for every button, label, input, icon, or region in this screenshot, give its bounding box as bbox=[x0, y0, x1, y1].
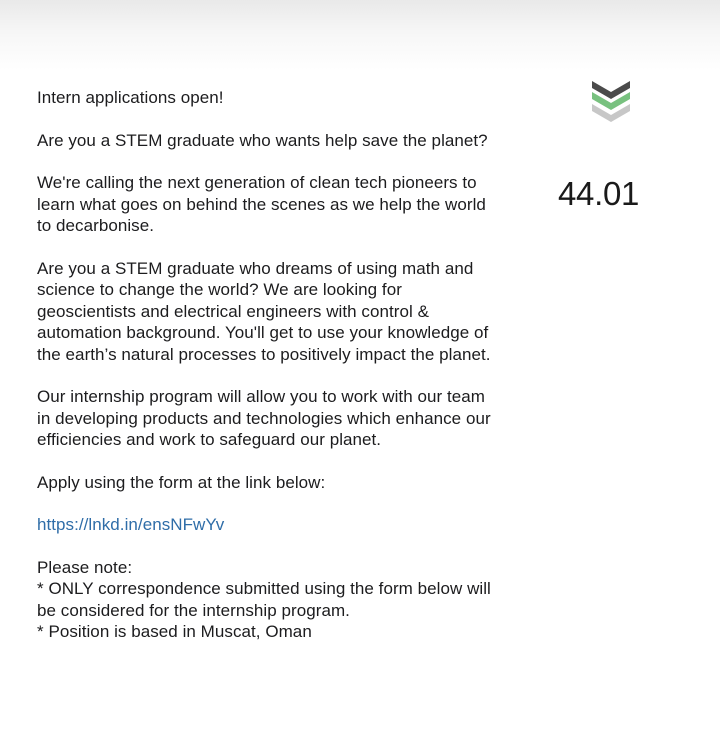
top-fade bbox=[0, 0, 720, 70]
application-link[interactable]: https://lnkd.in/ensNFwYv bbox=[37, 515, 225, 534]
note-title: Please note: bbox=[37, 557, 133, 577]
chevron-stack-logo-icon bbox=[588, 76, 634, 130]
note-item-2: * Position is based in Muscat, Oman bbox=[37, 622, 312, 641]
post-heading: Intern applications open! bbox=[37, 88, 224, 107]
post-paragraph-3: Our internship program will allow you to work with our team in developing products and technologies which enhance our efficiencies and work to safeguard our planet. bbox=[37, 387, 491, 449]
side-value: 44.01 bbox=[558, 175, 640, 212]
post-paragraph-1: We're calling the next generation of clean tech pioneers to learn what goes on behind the scenes as we help the world to decarbonise. bbox=[37, 173, 486, 235]
note-item-1: * ONLY correspondence submitted using the form below will be considered for the internship program. bbox=[37, 579, 491, 620]
post-question: Are you a STEM graduate who wants help save the planet? bbox=[37, 130, 488, 150]
apply-text: Apply using the form at the link below: bbox=[37, 472, 326, 492]
post-body bbox=[37, 87, 557, 643]
post-paragraph-2: Are you a STEM graduate who dreams of using math and science to change the world? We are looking for geoscientists and electrical engineers with control & automation background. You'll get to use your knowledge of the earth’s natural processes to positively impact the planet. bbox=[37, 258, 491, 364]
